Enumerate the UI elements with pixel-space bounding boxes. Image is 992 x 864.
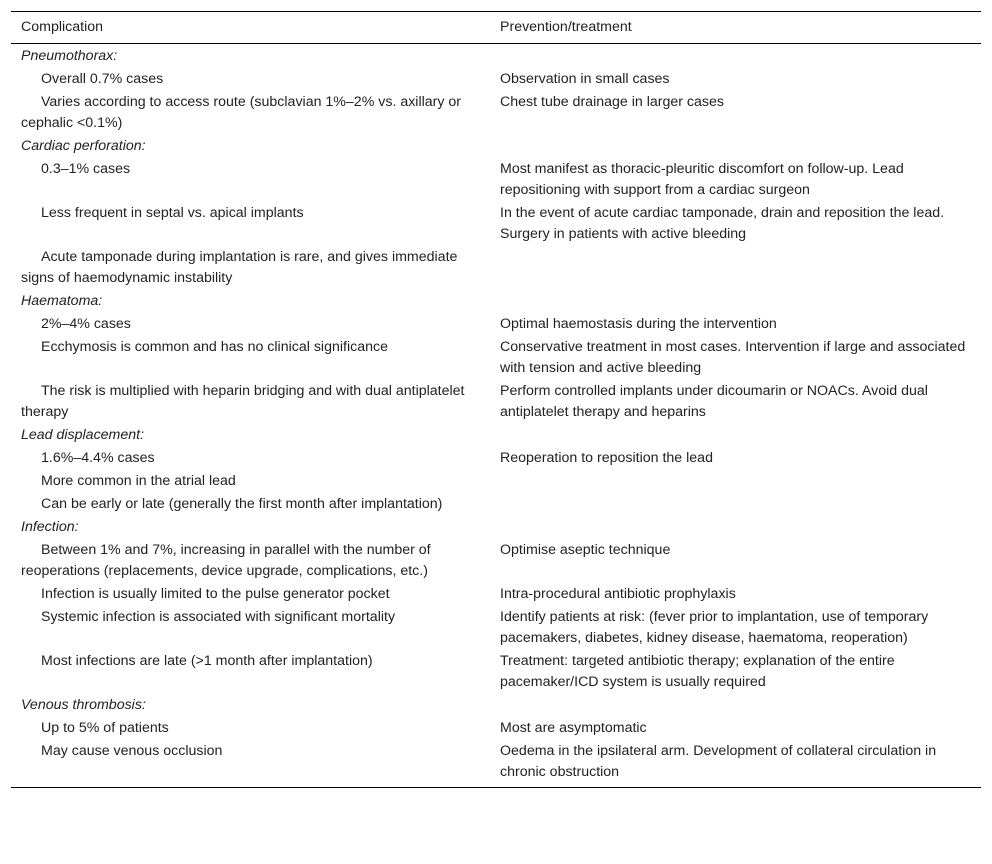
- prevention-treatment-cell: Optimise aseptic technique: [500, 542, 671, 558]
- prevention-treatment-cell: [490, 494, 981, 517]
- complication-cell: More common in the atrial lead: [41, 473, 236, 489]
- prevention-treatment-cell: [490, 517, 981, 540]
- category-row: [11, 136, 981, 159]
- prevention-treatment-cell: [490, 425, 981, 448]
- complication-cell: Acute tamponade during implantation is rare, and gives immediate signs of haemodynamic instability: [21, 249, 458, 286]
- table-row: [11, 247, 981, 291]
- table-row: [11, 494, 981, 517]
- prevention-treatment-cell: Treatment: targeted antibiotic therapy; explanation of the entire pacemaker/ICD system is usually required: [500, 653, 895, 690]
- table-row: [11, 203, 981, 247]
- complication-cell: Varies according to access route (subclavian 1%–2% vs. axillary or cephalic <0.1%): [21, 94, 462, 131]
- table-row: [11, 651, 981, 695]
- prevention-treatment-cell: [490, 44, 981, 70]
- category-row: [11, 517, 981, 540]
- table-row: [11, 607, 981, 651]
- complication-cell: 1.6%–4.4% cases: [41, 450, 155, 466]
- table-row: [11, 337, 981, 381]
- column-header-prevention-treatment: Prevention/treatment: [490, 12, 981, 44]
- complication-cell: May cause venous occlusion: [11, 741, 490, 788]
- table-row: [11, 540, 981, 584]
- table-row: [11, 471, 981, 494]
- complication-cell: Most infections are late (>1 month after implantation): [41, 653, 373, 669]
- complication-cell: Less frequent in septal vs. apical implants: [41, 205, 304, 221]
- table-row: [11, 159, 981, 203]
- category-label: Haematoma:: [21, 293, 103, 309]
- complication-cell: Systemic infection is associated with significant mortality: [41, 609, 396, 625]
- complication-cell: Between 1% and 7%, increasing in parallel with the number of reoperations (replacements, device upgrade, complications, etc.): [21, 542, 431, 579]
- table-row: [11, 584, 981, 607]
- table-row: [11, 69, 981, 92]
- prevention-treatment-cell: In the event of acute cardiac tamponade, drain and reposition the lead. Surgery in patients with active bleeding: [500, 205, 945, 242]
- table-row: [11, 314, 981, 337]
- category-label: Venous thrombosis:: [21, 697, 146, 713]
- prevention-treatment-cell: [490, 695, 981, 718]
- category-row: [11, 291, 981, 314]
- table-row: [11, 381, 981, 425]
- category-label: Cardiac perforation:: [21, 138, 146, 154]
- complication-cell: The risk is multiplied with heparin bridging and with dual antiplatelet therapy: [21, 383, 465, 420]
- complication-cell: Infection is usually limited to the pulse generator pocket: [41, 586, 390, 602]
- complication-cell: 2%–4% cases: [41, 316, 131, 332]
- category-label: Infection:: [21, 519, 79, 535]
- prevention-treatment-cell: [490, 136, 981, 159]
- prevention-treatment-cell: Intra-procedural antibiotic prophylaxis: [500, 586, 736, 602]
- complications-table: [11, 11, 981, 788]
- category-row: [11, 425, 981, 448]
- table-row: [11, 448, 981, 471]
- prevention-treatment-cell: Reoperation to reposition the lead: [500, 450, 713, 466]
- complication-cell: Can be early or late (generally the first month after implantation): [41, 496, 443, 512]
- prevention-treatment-cell: Optimal haemostasis during the intervention: [500, 316, 777, 332]
- prevention-treatment-cell: Most are asymptomatic: [500, 720, 647, 736]
- prevention-treatment-cell: Chest tube drainage in larger cases: [500, 94, 724, 110]
- category-label: Pneumothorax:: [21, 48, 118, 64]
- prevention-treatment-cell: Identify patients at risk: (fever prior to implantation, use of temporary pacemakers, diabetes, kidney disease, haematoma, reoperation): [500, 609, 929, 646]
- prevention-treatment-cell: Conservative treatment in most cases. Intervention if large and associated with tension and active bleeding: [500, 339, 966, 376]
- category-row: [11, 44, 981, 70]
- prevention-treatment-cell: [490, 247, 981, 291]
- column-header-complication: Complication: [11, 12, 490, 44]
- prevention-treatment-cell: Observation in small cases: [500, 71, 670, 87]
- prevention-treatment-cell: Most manifest as thoracic-pleuritic discomfort on follow-up. Lead repositioning with support from a cardiac surgeon: [500, 161, 904, 198]
- prevention-treatment-cell: Oedema in the ipsilateral arm. Development of collateral circulation in chronic obstruction: [490, 741, 981, 788]
- category-label: Lead displacement:: [21, 427, 145, 443]
- prevention-treatment-cell: [490, 471, 981, 494]
- complication-cell: 0.3–1% cases: [41, 161, 131, 177]
- complication-cell: Ecchymosis is common and has no clinical significance: [41, 339, 388, 355]
- table-row: [11, 718, 981, 741]
- table-row: [11, 92, 981, 136]
- table-row: [11, 741, 981, 788]
- table-body: [11, 44, 981, 788]
- prevention-treatment-cell: Perform controlled implants under dicoumarin or NOACs. Avoid dual antiplatelet therapy and heparins: [500, 383, 928, 420]
- prevention-treatment-cell: [490, 291, 981, 314]
- complication-cell: Up to 5% of patients: [41, 720, 169, 736]
- category-row: [11, 695, 981, 718]
- complication-cell: Overall 0.7% cases: [41, 71, 164, 87]
- table-header-row: [11, 12, 981, 44]
